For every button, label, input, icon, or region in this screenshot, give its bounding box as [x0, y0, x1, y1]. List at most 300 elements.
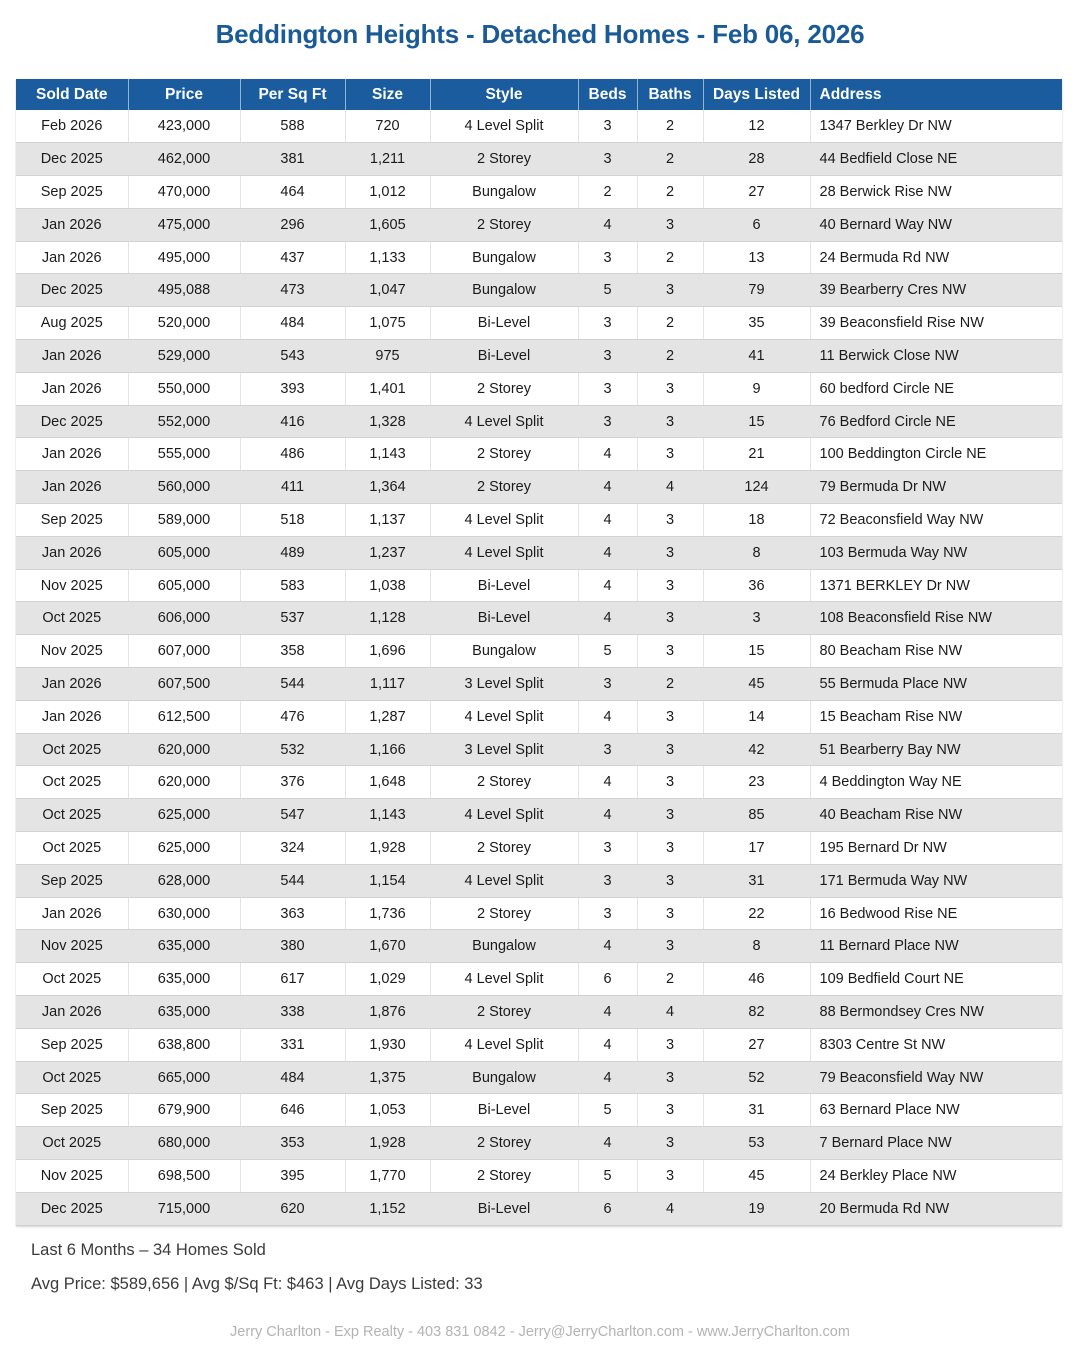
table-cell: 975 — [345, 340, 430, 373]
table-header-row — [16, 79, 1062, 110]
table-cell: 51 Bearberry Bay NW — [810, 733, 1062, 766]
table-cell: 605,000 — [128, 536, 240, 569]
table-cell: 635,000 — [128, 996, 240, 1029]
table-cell: Jan 2026 — [16, 471, 128, 504]
table-cell: 4 — [637, 471, 703, 504]
table-cell: Bi-Level — [430, 569, 578, 602]
table-cell: 3 — [637, 1094, 703, 1127]
table-cell: 8303 Centre St NW — [810, 1028, 1062, 1061]
table-cell: 537 — [240, 602, 345, 635]
table-cell: Sep 2025 — [16, 504, 128, 537]
table-cell: 1,736 — [345, 897, 430, 930]
listings-table — [16, 79, 1062, 1226]
table-row — [16, 307, 1062, 340]
table-cell: 3 — [637, 864, 703, 897]
table-cell: 31 — [703, 864, 810, 897]
table-cell: 3 — [637, 274, 703, 307]
table-cell: 423,000 — [128, 110, 240, 143]
table-cell: 489 — [240, 536, 345, 569]
table-cell: 679,900 — [128, 1094, 240, 1127]
table-cell: 1,211 — [345, 143, 430, 176]
table-cell: 44 Bedfield Close NE — [810, 143, 1062, 176]
table-cell: 544 — [240, 668, 345, 701]
table-row — [16, 799, 1062, 832]
table-row — [16, 832, 1062, 865]
table-cell: 381 — [240, 143, 345, 176]
table-cell: Bi-Level — [430, 340, 578, 373]
table-cell: 3 — [578, 832, 637, 865]
table-row — [16, 536, 1062, 569]
table-cell: 476 — [240, 700, 345, 733]
table-cell: 411 — [240, 471, 345, 504]
table-cell: Feb 2026 — [16, 110, 128, 143]
table-cell: 518 — [240, 504, 345, 537]
table-cell: 1,770 — [345, 1160, 430, 1193]
table-cell: 338 — [240, 996, 345, 1029]
table-cell: 625,000 — [128, 799, 240, 832]
table-cell: 484 — [240, 1061, 345, 1094]
table-cell: Sep 2025 — [16, 176, 128, 209]
table-cell: 495,000 — [128, 241, 240, 274]
table-cell: 2 — [637, 307, 703, 340]
table-cell: 1,053 — [345, 1094, 430, 1127]
table-cell: 4 Level Split — [430, 864, 578, 897]
table-cell: 1,287 — [345, 700, 430, 733]
table-cell: 1,152 — [345, 1192, 430, 1225]
table-cell: 3 — [578, 897, 637, 930]
column-header-price: Price — [128, 79, 240, 110]
table-cell: 3 — [578, 110, 637, 143]
table-row — [16, 471, 1062, 504]
table-cell: Jan 2026 — [16, 996, 128, 1029]
table-cell: 495,088 — [128, 274, 240, 307]
table-row — [16, 340, 1062, 373]
table-cell: Jan 2026 — [16, 372, 128, 405]
table-cell: 520,000 — [128, 307, 240, 340]
summary-averages: Avg Price: $589,656 | Avg $/Sq Ft: $463 | Avg Days Listed: 33 — [31, 1274, 483, 1293]
table-cell: 363 — [240, 897, 345, 930]
table-cell: 1,137 — [345, 504, 430, 537]
table-row — [16, 897, 1062, 930]
table-cell: 2 — [637, 143, 703, 176]
table-cell: Jan 2026 — [16, 438, 128, 471]
table-cell: 3 Level Split — [430, 733, 578, 766]
table-row — [16, 569, 1062, 602]
table-cell: 416 — [240, 405, 345, 438]
table-cell: Bi-Level — [430, 307, 578, 340]
table-cell: 3 — [703, 602, 810, 635]
table-row — [16, 176, 1062, 209]
table-cell: 2 — [637, 668, 703, 701]
table-cell: 475,000 — [128, 208, 240, 241]
table-cell: 3 — [637, 504, 703, 537]
table-cell: 3 — [637, 635, 703, 668]
table-cell: 4 Level Split — [430, 1028, 578, 1061]
table-cell: 12 — [703, 110, 810, 143]
table-cell: 628,000 — [128, 864, 240, 897]
table-cell: 1,143 — [345, 438, 430, 471]
table-cell: Dec 2025 — [16, 405, 128, 438]
table-row — [16, 602, 1062, 635]
table-cell: 39 Beaconsfield Rise NW — [810, 307, 1062, 340]
table-cell: 646 — [240, 1094, 345, 1127]
table-cell: 103 Bermuda Way NW — [810, 536, 1062, 569]
table-cell: 11 Berwick Close NW — [810, 340, 1062, 373]
table-cell: 3 — [637, 897, 703, 930]
column-header-beds: Beds — [578, 79, 637, 110]
table-cell: Sep 2025 — [16, 1094, 128, 1127]
table-cell: 3 — [637, 733, 703, 766]
table-cell: 3 — [637, 208, 703, 241]
table-cell: 588 — [240, 110, 345, 143]
table-cell: 470,000 — [128, 176, 240, 209]
table-cell: 1,670 — [345, 930, 430, 963]
table-cell: 5 — [578, 274, 637, 307]
table-cell: 2 Storey — [430, 1160, 578, 1193]
table-cell: 544 — [240, 864, 345, 897]
table-cell: Bungalow — [430, 274, 578, 307]
table-cell: 5 — [578, 635, 637, 668]
table-cell: Jan 2026 — [16, 897, 128, 930]
column-header-address: Address — [810, 79, 1062, 110]
table-cell: 171 Bermuda Way NW — [810, 864, 1062, 897]
table-row — [16, 372, 1062, 405]
table-cell: 3 — [637, 569, 703, 602]
table-cell: Jan 2026 — [16, 668, 128, 701]
table-cell: Bungalow — [430, 241, 578, 274]
table-cell: 4 Beddington Way NE — [810, 766, 1062, 799]
table-cell: 583 — [240, 569, 345, 602]
table-row — [16, 733, 1062, 766]
table-cell: 22 — [703, 897, 810, 930]
table-cell: 638,800 — [128, 1028, 240, 1061]
column-header-style: Style — [430, 79, 578, 110]
table-cell: 17 — [703, 832, 810, 865]
table-cell: 1,375 — [345, 1061, 430, 1094]
table-cell: Nov 2025 — [16, 569, 128, 602]
table-cell: 1,128 — [345, 602, 430, 635]
table-cell: 108 Beaconsfield Rise NW — [810, 602, 1062, 635]
table-cell: 4 — [578, 536, 637, 569]
table-cell: 85 — [703, 799, 810, 832]
table-cell: Jan 2026 — [16, 208, 128, 241]
table-cell: 620,000 — [128, 766, 240, 799]
table-cell: 393 — [240, 372, 345, 405]
table-cell: 6 — [578, 963, 637, 996]
table-row — [16, 1127, 1062, 1160]
table-cell: 45 — [703, 1160, 810, 1193]
table-cell: 607,500 — [128, 668, 240, 701]
table-cell: 14 — [703, 700, 810, 733]
table-cell: 3 — [637, 372, 703, 405]
table-cell: 28 Berwick Rise NW — [810, 176, 1062, 209]
table-cell: 2 Storey — [430, 438, 578, 471]
table-cell: 720 — [345, 110, 430, 143]
table-cell: 1,605 — [345, 208, 430, 241]
table-row — [16, 274, 1062, 307]
table-cell: Dec 2025 — [16, 274, 128, 307]
table-cell: 529,000 — [128, 340, 240, 373]
table-cell: Dec 2025 — [16, 1192, 128, 1225]
table-cell: 11 Bernard Place NW — [810, 930, 1062, 963]
column-header-baths: Baths — [637, 79, 703, 110]
table-cell: 21 — [703, 438, 810, 471]
summary-homes-sold: Last 6 Months – 34 Homes Sold — [31, 1241, 266, 1259]
table-cell: 4 — [578, 930, 637, 963]
table-cell: 3 — [637, 438, 703, 471]
table-cell: 8 — [703, 536, 810, 569]
table-cell: 63 Bernard Place NW — [810, 1094, 1062, 1127]
table-cell: Aug 2025 — [16, 307, 128, 340]
table-cell: 100 Beddington Circle NE — [810, 438, 1062, 471]
table-cell: 4 Level Split — [430, 963, 578, 996]
table-cell: 698,500 — [128, 1160, 240, 1193]
table-cell: 606,000 — [128, 602, 240, 635]
table-cell: 39 Bearberry Cres NW — [810, 274, 1062, 307]
table-cell: 82 — [703, 996, 810, 1029]
table-cell: 5 — [578, 1160, 637, 1193]
table-cell: 331 — [240, 1028, 345, 1061]
table-cell: 31 — [703, 1094, 810, 1127]
table-cell: 20 Bermuda Rd NW — [810, 1192, 1062, 1225]
table-cell: 45 — [703, 668, 810, 701]
table-cell: 35 — [703, 307, 810, 340]
table-cell: 1,143 — [345, 799, 430, 832]
table-cell: Bungalow — [430, 176, 578, 209]
table-cell: 4 — [578, 996, 637, 1029]
table-cell: 473 — [240, 274, 345, 307]
table-cell: Oct 2025 — [16, 832, 128, 865]
table-cell: Bi-Level — [430, 1192, 578, 1225]
table-cell: 484 — [240, 307, 345, 340]
table-cell: 19 — [703, 1192, 810, 1225]
table-cell: 3 — [637, 602, 703, 635]
footer-contact: Jerry Charlton - Exp Realty - 403 831 0842 - Jerry@JerryCharlton.com - www.JerryCharlton.com — [230, 1324, 850, 1340]
table-cell: 1,047 — [345, 274, 430, 307]
table-cell: 486 — [240, 438, 345, 471]
table-cell: 3 — [578, 307, 637, 340]
table-cell: 605,000 — [128, 569, 240, 602]
table-cell: 27 — [703, 176, 810, 209]
table-cell: 380 — [240, 930, 345, 963]
table-cell: 395 — [240, 1160, 345, 1193]
table-cell: 1,930 — [345, 1028, 430, 1061]
table-cell: 462,000 — [128, 143, 240, 176]
table-row — [16, 438, 1062, 471]
table-cell: 16 Bedwood Rise NE — [810, 897, 1062, 930]
table-cell: 5 — [578, 1094, 637, 1127]
table-cell: 2 Storey — [430, 897, 578, 930]
table-row — [16, 143, 1062, 176]
table-row — [16, 1094, 1062, 1127]
table-cell: Bi-Level — [430, 1094, 578, 1127]
table-cell: 1,012 — [345, 176, 430, 209]
table-cell: 715,000 — [128, 1192, 240, 1225]
table-cell: 1371 BERKLEY Dr NW — [810, 569, 1062, 602]
table-cell: 6 — [703, 208, 810, 241]
table-cell: 1,876 — [345, 996, 430, 1029]
table-cell: 42 — [703, 733, 810, 766]
table-cell: 550,000 — [128, 372, 240, 405]
table-cell: Jan 2026 — [16, 700, 128, 733]
table-cell: Oct 2025 — [16, 963, 128, 996]
table-cell: 15 — [703, 635, 810, 668]
table-cell: 3 — [578, 668, 637, 701]
table-cell: 6 — [578, 1192, 637, 1225]
table-cell: 1,928 — [345, 1127, 430, 1160]
table-cell: 4 Level Split — [430, 405, 578, 438]
table-row — [16, 700, 1062, 733]
table-cell: 1,237 — [345, 536, 430, 569]
table-cell: Bungalow — [430, 1061, 578, 1094]
table-row — [16, 1192, 1062, 1225]
table-cell: 589,000 — [128, 504, 240, 537]
table-cell: 376 — [240, 766, 345, 799]
table-cell: 437 — [240, 241, 345, 274]
table-cell: 2 Storey — [430, 143, 578, 176]
table-cell: 40 Bernard Way NW — [810, 208, 1062, 241]
table-cell: 4 Level Split — [430, 700, 578, 733]
table-cell: 4 Level Split — [430, 110, 578, 143]
table-row — [16, 405, 1062, 438]
table-row — [16, 1061, 1062, 1094]
table-cell: 4 — [578, 1061, 637, 1094]
table-cell: 28 — [703, 143, 810, 176]
table-cell: Jan 2026 — [16, 340, 128, 373]
table-row — [16, 996, 1062, 1029]
table-cell: 635,000 — [128, 930, 240, 963]
table-cell: 1,166 — [345, 733, 430, 766]
table-cell: 1,117 — [345, 668, 430, 701]
table-cell: 9 — [703, 372, 810, 405]
table-cell: 324 — [240, 832, 345, 865]
table-cell: 4 — [578, 799, 637, 832]
table-cell: 1,075 — [345, 307, 430, 340]
table-cell: 195 Bernard Dr NW — [810, 832, 1062, 865]
table-cell: 124 — [703, 471, 810, 504]
table-cell: 4 — [578, 504, 637, 537]
table-cell: 3 — [578, 372, 637, 405]
table-cell: 607,000 — [128, 635, 240, 668]
table-cell: 3 — [637, 700, 703, 733]
table-cell: 15 — [703, 405, 810, 438]
table-cell: 1,038 — [345, 569, 430, 602]
table-row — [16, 110, 1062, 143]
table-cell: 620 — [240, 1192, 345, 1225]
table-cell: 3 — [637, 1160, 703, 1193]
table-cell: 23 — [703, 766, 810, 799]
table-cell: 79 Beaconsfield Way NW — [810, 1061, 1062, 1094]
table-cell: 80 Beacham Rise NW — [810, 635, 1062, 668]
table-cell: 2 Storey — [430, 471, 578, 504]
table-cell: 3 — [637, 536, 703, 569]
table-cell: 3 — [637, 832, 703, 865]
table-cell: 1,029 — [345, 963, 430, 996]
table-cell: 4 — [578, 438, 637, 471]
table-row — [16, 864, 1062, 897]
table-cell: 3 — [578, 864, 637, 897]
table-cell: 4 — [578, 766, 637, 799]
table-cell: 296 — [240, 208, 345, 241]
table-row — [16, 1028, 1062, 1061]
table-cell: 617 — [240, 963, 345, 996]
table-cell: 635,000 — [128, 963, 240, 996]
table-cell: 88 Bermondsey Cres NW — [810, 996, 1062, 1029]
table-cell: Jan 2026 — [16, 536, 128, 569]
table-cell: 3 — [637, 1028, 703, 1061]
table-cell: 2 — [637, 110, 703, 143]
table-cell: 18 — [703, 504, 810, 537]
table-cell: 4 — [637, 1192, 703, 1225]
table-cell: 15 Beacham Rise NW — [810, 700, 1062, 733]
table-cell: 109 Bedfield Court NE — [810, 963, 1062, 996]
table-cell: 52 — [703, 1061, 810, 1094]
table-header — [16, 79, 1062, 110]
table-cell: 560,000 — [128, 471, 240, 504]
table-cell: 1,401 — [345, 372, 430, 405]
table-cell: 4 — [578, 569, 637, 602]
table-cell: 2 Storey — [430, 832, 578, 865]
table-cell: Nov 2025 — [16, 1160, 128, 1193]
table-cell: Oct 2025 — [16, 799, 128, 832]
page-title: Beddington Heights - Detached Homes - Feb 06, 2026 — [215, 19, 865, 49]
table-cell: 60 bedford Circle NE — [810, 372, 1062, 405]
table-cell: Nov 2025 — [16, 635, 128, 668]
table-cell: 1,928 — [345, 832, 430, 865]
listings-table-container — [16, 79, 1062, 1226]
table-cell: 40 Beacham Rise NW — [810, 799, 1062, 832]
table-cell: 2 Storey — [430, 372, 578, 405]
table-cell: 72 Beaconsfield Way NW — [810, 504, 1062, 537]
table-cell: 3 — [578, 340, 637, 373]
column-header-per-sq-ft: Per Sq Ft — [240, 79, 345, 110]
table-cell: 612,500 — [128, 700, 240, 733]
table-cell: 4 — [578, 1127, 637, 1160]
table-cell: 620,000 — [128, 733, 240, 766]
table-cell: 353 — [240, 1127, 345, 1160]
table-cell: 1347 Berkley Dr NW — [810, 110, 1062, 143]
table-cell: 3 — [637, 766, 703, 799]
table-cell: 46 — [703, 963, 810, 996]
table-cell: 7 Bernard Place NW — [810, 1127, 1062, 1160]
table-cell: 1,696 — [345, 635, 430, 668]
table-cell: 3 — [637, 799, 703, 832]
table-cell: 2 — [637, 340, 703, 373]
table-cell: 3 — [637, 405, 703, 438]
table-cell: 3 — [578, 733, 637, 766]
table-cell: 8 — [703, 930, 810, 963]
table-cell: 680,000 — [128, 1127, 240, 1160]
table-cell: 53 — [703, 1127, 810, 1160]
table-cell: 358 — [240, 635, 345, 668]
table-cell: 27 — [703, 1028, 810, 1061]
table-cell: 1,133 — [345, 241, 430, 274]
table-cell: 24 Bermuda Rd NW — [810, 241, 1062, 274]
table-cell: 2 Storey — [430, 1127, 578, 1160]
table-cell: Bi-Level — [430, 602, 578, 635]
table-cell: 4 — [578, 1028, 637, 1061]
table-cell: 543 — [240, 340, 345, 373]
table-cell: 630,000 — [128, 897, 240, 930]
table-cell: 3 — [637, 930, 703, 963]
table-cell: 4 Level Split — [430, 504, 578, 537]
table-row — [16, 766, 1062, 799]
table-cell: 4 — [637, 996, 703, 1029]
table-cell: 24 Berkley Place NW — [810, 1160, 1062, 1193]
table-cell: 3 — [578, 405, 637, 438]
table-cell: 552,000 — [128, 405, 240, 438]
table-cell: 36 — [703, 569, 810, 602]
